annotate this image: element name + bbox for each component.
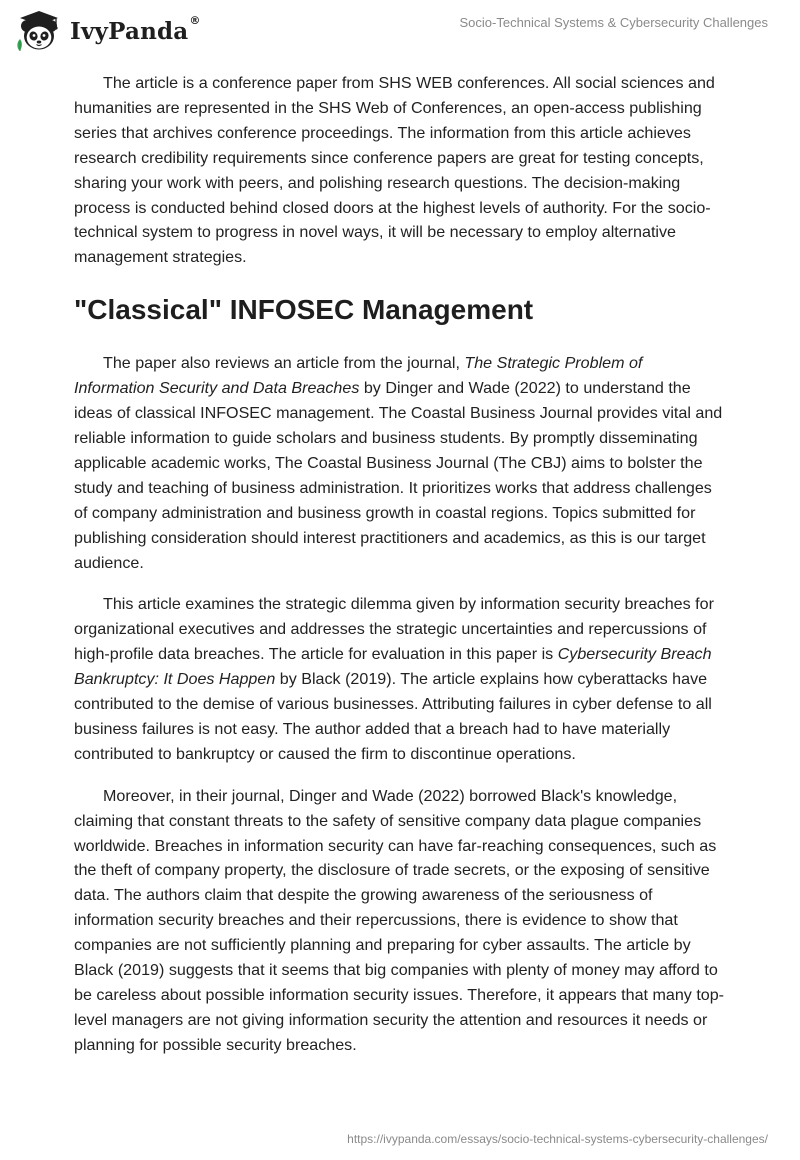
page-header: [0, 0, 800, 60]
source-url[interactable]: https://ivypanda.com/essays/socio-technical-systems-cybersecurity-challenges/: [347, 1132, 768, 1146]
ivypanda-logo[interactable]: [14, 8, 201, 54]
article-paragraph: [74, 351, 726, 575]
article-paragraph: Moreover, in their journal, Dinger and Wade (2022) borrowed Black's knowledge, claiming that constant threats to the safety of sensitive company data plague companies worldwide. Breaches in information security can have far-reaching consequences, such as the theft of company property, the disclosure of trade secrets, or the exposing of sensitive data. The authors claim that despite the growing awareness of the seriousness of information security breaches and their repercussions, there is evidence to show that companies are not sufficiently planning and preparing for cyber assaults. The article by Black (2019) suggests that it seems that big companies with plenty of money may afford to be careless about possible information security issues. Therefore, it appears that many top-level managers are not giving information security the attention and resources it needs or planning for possible security breaches.: [74, 786, 725, 1054]
paragraph-text: by Dinger and Wade (2022) to understand the ideas of classical INFOSEC management. The Coastal Business Journal provides vital and reliable information to guide scholars and business students. By promptly disseminating applicable academic works, The Coastal Business Journal (The CBJ) aims to bolster the study and teaching of business administration. It prioritizes works that address challenges of company administration and business growth in coastal regions. Topics submitted for publishing consideration should interest practitioners and academics, as this is our target audience.: [74, 379, 723, 572]
article-paragraph: The article is a conference paper from SHS WEB conferences. All social sciences and humanities are represented in the SHS Web of Conferences, an open-access publishing series that archives conference proceedings. The information from this article achieves research credibility requirements since conference papers are great for testing concepts, sharing your work with peers, and polishing research questions. The decision-making process is conducted behind closed doors at the highest levels of authority. For the socio-technical system to progress in novel ways, it will be necessary to employ alternative management strategies.: [74, 74, 715, 267]
document-title: Socio-Technical Systems & Cybersecurity Challenges: [459, 15, 768, 30]
logo-wordmark: IvyPanda®: [70, 13, 201, 45]
cited-work-title: The Strategic Problem of Information Security and Data Breaches: [74, 354, 643, 398]
cited-work-title: Cybersecurity Breach Bankruptcy: It Does Happen: [74, 645, 712, 689]
section-heading: "Classical" INFOSEC Management: [74, 294, 534, 326]
article-body: [74, 71, 726, 1075]
registered-mark: ®: [189, 13, 201, 27]
panda-graduate-icon: [14, 9, 64, 53]
paragraph-text: by Black (2019). The article explains how cyberattacks have contributed to the demise of various businesses. Attributing failures in cyber defense to all business failures is not easy. The author added that a breach had to have materially contributed to bankruptcy or caused the firm to discontinue operations.: [74, 670, 712, 763]
paragraph-text: This article examines the strategic dilemma given by information security breaches for organizational executives and addresses the strategic uncertainties and repercussions of high-profile data breaches. The article for evaluation in this paper is: [74, 595, 714, 664]
paragraph-text: The paper also reviews an article from the journal,: [103, 354, 465, 373]
article-paragraph: [74, 592, 726, 766]
